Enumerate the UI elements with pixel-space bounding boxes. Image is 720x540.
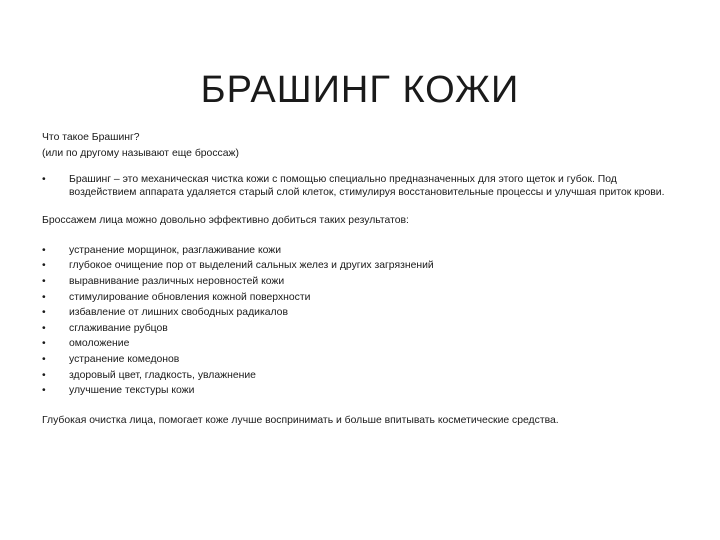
definition-list	[42, 173, 682, 199]
list-item	[42, 321, 682, 337]
list-item-text: устранение морщинок, разглаживание кожи	[69, 244, 282, 256]
list-item	[42, 336, 682, 352]
list-item-text: избавление от лишних свободных радикалов	[69, 307, 288, 319]
bullet-icon: •	[42, 275, 46, 287]
definition-item	[42, 173, 682, 199]
bullet-icon: •	[42, 174, 46, 186]
results-list	[42, 243, 682, 399]
list-item-text: стимулирование обновления кожной поверхности	[69, 291, 311, 303]
slide-content	[42, 130, 682, 428]
list-item-text: омоложение	[69, 338, 130, 350]
list-item-text: глубокое очищение пор от выделений сальных желез и других загрязнений	[69, 260, 434, 272]
spacer	[42, 229, 682, 243]
list-item-text: здоровый цвет, гладкость, увлажнение	[69, 369, 256, 381]
bullet-icon: •	[42, 353, 46, 365]
list-item-text: выравнивание различных неровностей кожи	[69, 275, 285, 287]
list-item-text: улучшение текстуры кожи	[69, 385, 195, 397]
list-item	[42, 243, 682, 259]
bullet-icon: •	[42, 260, 46, 272]
list-item	[42, 305, 682, 321]
bullet-icon: •	[42, 322, 46, 334]
results-heading: Броссажем лица можно довольно эффективно добиться таких результатов:	[42, 215, 409, 227]
list-item	[42, 258, 682, 274]
bullet-icon: •	[42, 291, 46, 303]
list-item-text: сглаживание рубцов	[69, 322, 168, 334]
intro-subtitle: (или по другому называют еще броссаж)	[42, 147, 239, 159]
bullet-icon: •	[42, 307, 46, 319]
bullet-icon: •	[42, 369, 46, 381]
bullet-icon: •	[42, 338, 46, 350]
spacer	[42, 399, 682, 413]
list-item	[42, 383, 682, 399]
slide-title: БРАШИНГ КОЖИ	[200, 69, 520, 112]
list-item-text: устранение комедонов	[69, 353, 180, 365]
spacer	[42, 199, 682, 213]
spacer	[42, 161, 682, 173]
intro-question: Что такое Брашинг?	[42, 132, 140, 143]
bullet-icon: •	[42, 244, 46, 256]
list-item	[42, 368, 682, 384]
list-item	[42, 352, 682, 368]
bullet-icon: •	[42, 385, 46, 397]
conclusion-text: Глубокая очистка лица, помогает коже лучше воспринимать и больше впитывать косметические средства.	[42, 414, 559, 426]
list-item	[42, 290, 682, 306]
list-item	[42, 274, 682, 290]
definition-text: Брашинг – это механическая чистка кожи с помощью специально предназначенных для этого щеток и губок. Под воздействием аппарата удаляется старый слой клеток, стимулируя восстановительные процессы и улучшая приток крови.	[69, 174, 665, 199]
